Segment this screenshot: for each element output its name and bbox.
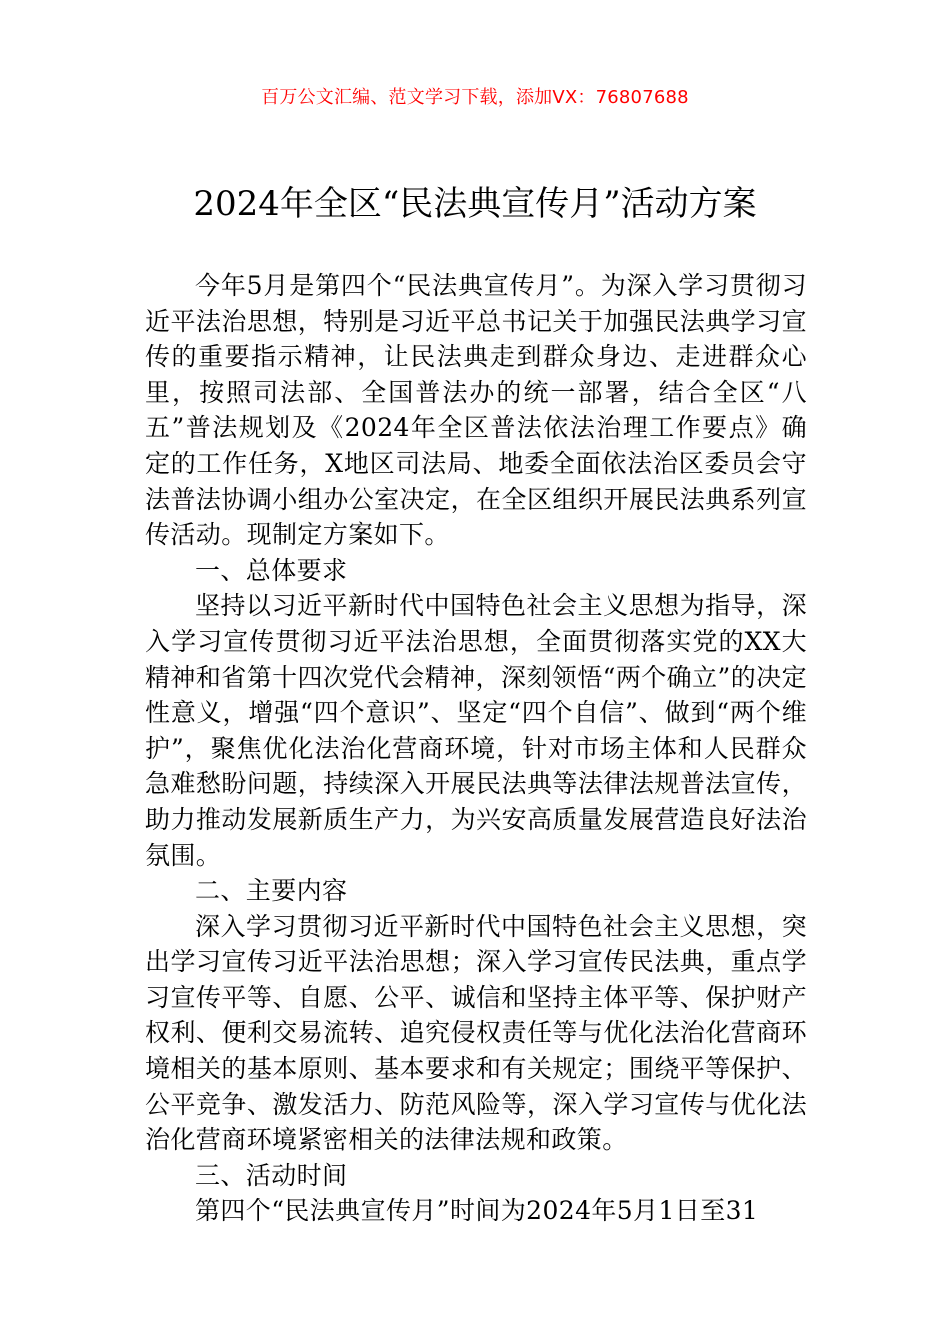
intro-paragraph: 今年5月是第四个“民法典宣传月”。为深入学习贯彻习近平法治思想，特别是习近平总书记关于加强民法典学习宣传的重要指示精神，让民法典走到群众身边、走进群众心里，按照司法部、全国普法办的统一部署，结合全区“八五”普法规划及《2024年全区普法依法治理工作要点》确定的工作任务，X地区司法局、地委全面依法治区委员会守法普法协调小组办公室决定，在全区组织开展民法典系列宣传活动。现制定方案如下。 — [145, 271, 807, 550]
section-heading-general-requirements: 一、总体要求 — [195, 555, 348, 585]
document-title: 2024年全区“民法典宣传月”活动方案 — [193, 184, 757, 224]
activity-time-paragraph: 第四个“民法典宣传月”时间为2024年5月1日至31 — [195, 1196, 759, 1226]
watermark-text: 百万公文汇编、范文学习下载，添加VX：76807688 — [261, 87, 689, 108]
document-body — [145, 268, 807, 1229]
main-content-paragraph: 深入学习贯彻习近平新时代中国特色社会主义思想，突出学习宣传习近平法治思想；深入学习宣传民法典，重点学习宣传平等、自愿、公平、诚信和坚持主体平等、保护财产权利、便利交易流转、追究侵权责任等与优化法治化营商环境相关的基本原则、基本要求和有关规定；围绕平等保护、公平竞争、激发活力、防范风险等，深入学习宣传与优化法治化营商环境紧密相关的法律法规和政策。 — [145, 911, 807, 1155]
section-heading-main-content: 二、主要内容 — [195, 876, 348, 906]
general-requirements-paragraph: 坚持以习近平新时代中国特色社会主义思想为指导，深入学习宣传贯彻习近平法治思想，全面贯彻落实党的XX大精神和省第十四次党代会精神，深刻领悟“两个确立”的决定性意义，增强“四个意识”、坚定“四个自信”、做到“两个维护”，聚焦优化法治化营商环境，针对市场主体和人民群众急难愁盼问题，持续深入开展民法典等法律法规普法宣传，助力推动发展新质生产力，为兴安高质量发展营造良好法治氛围。 — [145, 591, 807, 870]
section-heading-activity-time: 三、活动时间 — [195, 1160, 348, 1190]
